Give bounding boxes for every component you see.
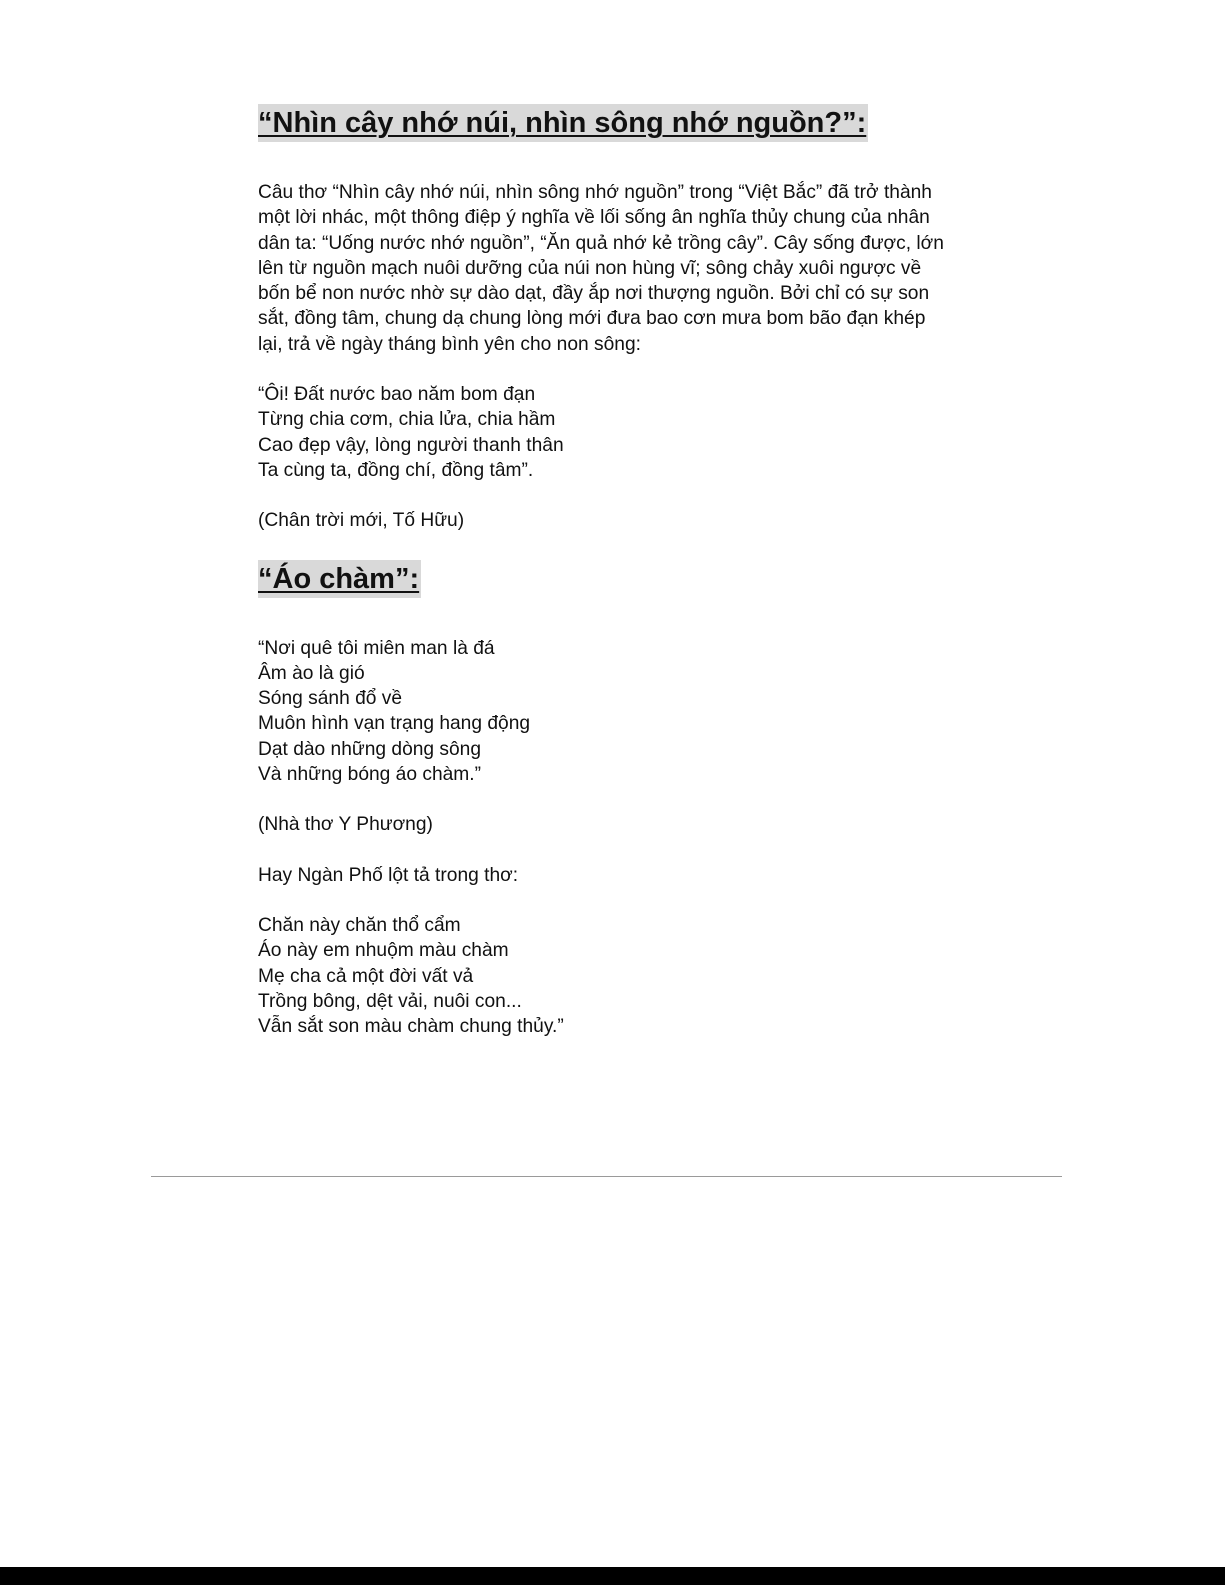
poem-line: Âm ào là gió <box>258 662 365 684</box>
paragraph-line: dân ta: “Uống nước nhớ nguồn”, “Ăn quả nhớ kẻ trồng cây”. Cây sống được, lớn <box>258 232 944 254</box>
poem-ngan-pho <box>258 913 958 1039</box>
poem-line: Chăn này chăn thổ cẩm <box>258 914 461 936</box>
document-content <box>258 104 958 1039</box>
poem-line: Và những bóng áo chàm.” <box>258 764 481 786</box>
poem-line: Ta cùng ta, đồng chí, đồng tâm”. <box>258 459 534 481</box>
poem-line: Trồng bông, dệt vải, nuôi con... <box>258 990 522 1012</box>
citation-to-huu: (Chân trời mới, Tố Hữu) <box>258 510 465 532</box>
poem-line: “Nơi quê tôi miên man là đá <box>258 637 495 659</box>
poem-line: Mẹ cha cả một đời vất vả <box>258 965 474 987</box>
page-divider <box>151 1176 1062 1177</box>
poem-to-huu <box>258 382 958 483</box>
citation-y-phuong: (Nhà thơ Y Phương) <box>258 814 433 836</box>
poem-line: Muôn hình vạn trạng hang động <box>258 713 531 735</box>
poem-line: Từng chia cơm, chia lửa, chia hầm <box>258 409 556 431</box>
poem-line: Áo này em nhuộm màu chàm <box>258 940 509 962</box>
paragraph-line: sắt, đồng tâm, chung dạ chung lòng mới đưa bao cơn mưa bom bão đạn khép <box>258 308 926 330</box>
paragraph-intro <box>258 180 958 357</box>
poem-line: Vẫn sắt son màu chàm chung thủy.” <box>258 1016 564 1038</box>
intro-ngan-pho: Hay Ngàn Phố lột tả trong thơ: <box>258 864 519 886</box>
paragraph-line: bốn bể non nước nhờ sự dào dạt, đầy ắp nơi thượng nguồn. Bởi chỉ có sự son <box>258 283 930 305</box>
poem-line: Dạt dào những dòng sông <box>258 738 482 760</box>
section-heading-nhin-cay: “Nhìn cây nhớ núi, nhìn sông nhớ nguồn?”: <box>258 104 868 142</box>
section-heading-ao-cham: “Áo chàm”: <box>258 560 421 598</box>
paragraph-line: một lời nhác, một thông điệp ý nghĩa về lối sống ân nghĩa thủy chung của nhân <box>258 207 930 229</box>
paragraph-line: Câu thơ “Nhìn cây nhớ núi, nhìn sông nhớ nguồn” trong “Việt Bắc” đã trở thành <box>258 182 932 203</box>
paragraph-line: lại, trả về ngày tháng bình yên cho non sông: <box>258 333 641 355</box>
poem-line: Cao đẹp vậy, lòng người thanh thân <box>258 434 564 456</box>
paragraph-line: lên từ nguồn mạch nuôi dưỡng của núi non hùng vĩ; sông chảy xuôi ngược về <box>258 257 922 279</box>
poem-y-phuong <box>258 636 958 788</box>
bottom-edge-bar <box>0 1567 1225 1585</box>
poem-line: “Ôi! Đất nước bao năm bom đạn <box>258 384 536 406</box>
poem-line: Sóng sánh đổ về <box>258 688 403 710</box>
